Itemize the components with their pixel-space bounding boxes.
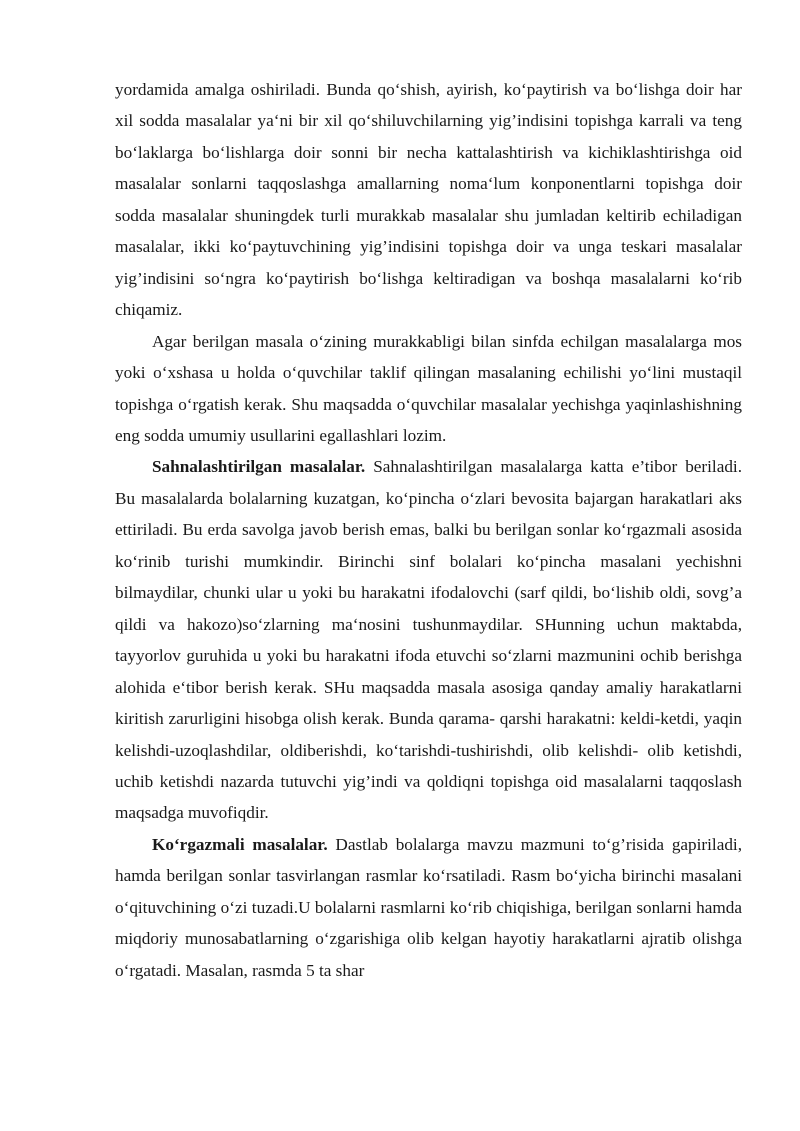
paragraph-2 <box>115 326 742 452</box>
paragraph-4 <box>115 829 742 986</box>
paragraph-1-text: yordamida amalga oshiriladi. Bunda qo‘shish, ayirish, ko‘paytirish va bo‘lishga doir har xil sodda masalalar ya‘ni bir xil qo‘shiluvchilarning yig’indisini topishga karrali va teng bo‘laklarga bo‘lishlarga doir sonni bir necha kattalashtirish va kichiklashtirishga oid masalalar sonlarni taqqoslashga amallarning noma‘lum konponentlarni topishga doir sodda masalalar shuningdek turli murakkab masalalar shu jumladan keltirib echiladigan masalalar, ikki ko‘paytuvchining yig’indisini topishga doir va unga teskari masalalar yig’indisini so‘ngra ko‘paytirish bo‘lishga keltiradigan va boshqa masalalarni ko‘rib chiqamiz. <box>115 80 742 320</box>
document-page <box>115 74 742 986</box>
section-heading-korgazmali: Ko‘rgazmali masalalar. <box>152 834 328 854</box>
paragraph-3-text: Sahnalashtirilgan masalalarga katta e’tibor beriladi. Bu masalalarda bolalarning kuzatgan, ko‘pincha o‘zlari bevosita bajargan harakatlari aks ettiriladi. Bu erda savolga javob berish emas, balki bu berilgan sonlar ko‘rgazmali asosida ko‘rinib turishi mumkindir. Birinchi sinf bolalari ko‘pincha masalani yechishni bilmaydilar, chunki ular u yoki bu harakatni ifodalovchi (sarf qildi, bo‘lishib oldi, sovg’a qildi va hakozo)so‘zlarning ma‘nosini tushunmaydilar. SHunning uchun maktabda, tayyorlov guruhida u yoki bu harakatni ifoda etuvchi so‘zlarni mazmunini ochib berishga alohida e‘tibor berish kerak. SHu maqsadda masala asosiga qanday amaliy harakatlarni kiritish zarurligini hisobga olish kerak. Bunda qarama- qarshi harakatni: keldi-ketdi, yaqin kelishdi-uzoqlashdilar, oldiberishdi, ko‘tarishdi-tushirishdi, olib kelishdi- olib ketishdi, uchib ketishdi nazarda tutuvchi yig’indi va qoldiqni topishga oid masalalarni taqqoslash maqsadga muvofiqdir. <box>115 457 742 823</box>
paragraph-3 <box>115 451 742 828</box>
paragraph-1 <box>115 74 742 326</box>
section-heading-sahnalashtirilgan: Sahnalashtirilgan masalalar. <box>152 457 366 477</box>
paragraph-2-text: Agar berilgan masala o‘zining murakkabligi bilan sinfda echilgan masalalarga mos yoki o‘xshasa u holda o‘quvchilar taklif qilingan masalaning echilishi yo‘lini mustaqil topishga o‘rgatish kerak. Shu maqsadda o‘quvchilar masalalar yechishga yaqinlashishning eng sodda umumiy usullarini egallashlari lozim. <box>115 331 742 445</box>
paragraph-4-text: Dastlab bolalarga mavzu mazmuni to‘g’risida gapiriladi, hamda berilgan sonlar tasvirlangan rasmlar ko‘rsatiladi. Rasm bo‘yicha birinchi masalani o‘qituvchining o‘zi tuzadi.U bolalarni rasmlarni ko‘rib chiqishiga, berilgan sonlarni hamda miqdoriy munosabatlarning o‘zgarishiga olib kelgan hayotiy harakatlarni ajratib olishga o‘rgatadi. Masalan, rasmda 5 ta shar <box>115 834 742 980</box>
